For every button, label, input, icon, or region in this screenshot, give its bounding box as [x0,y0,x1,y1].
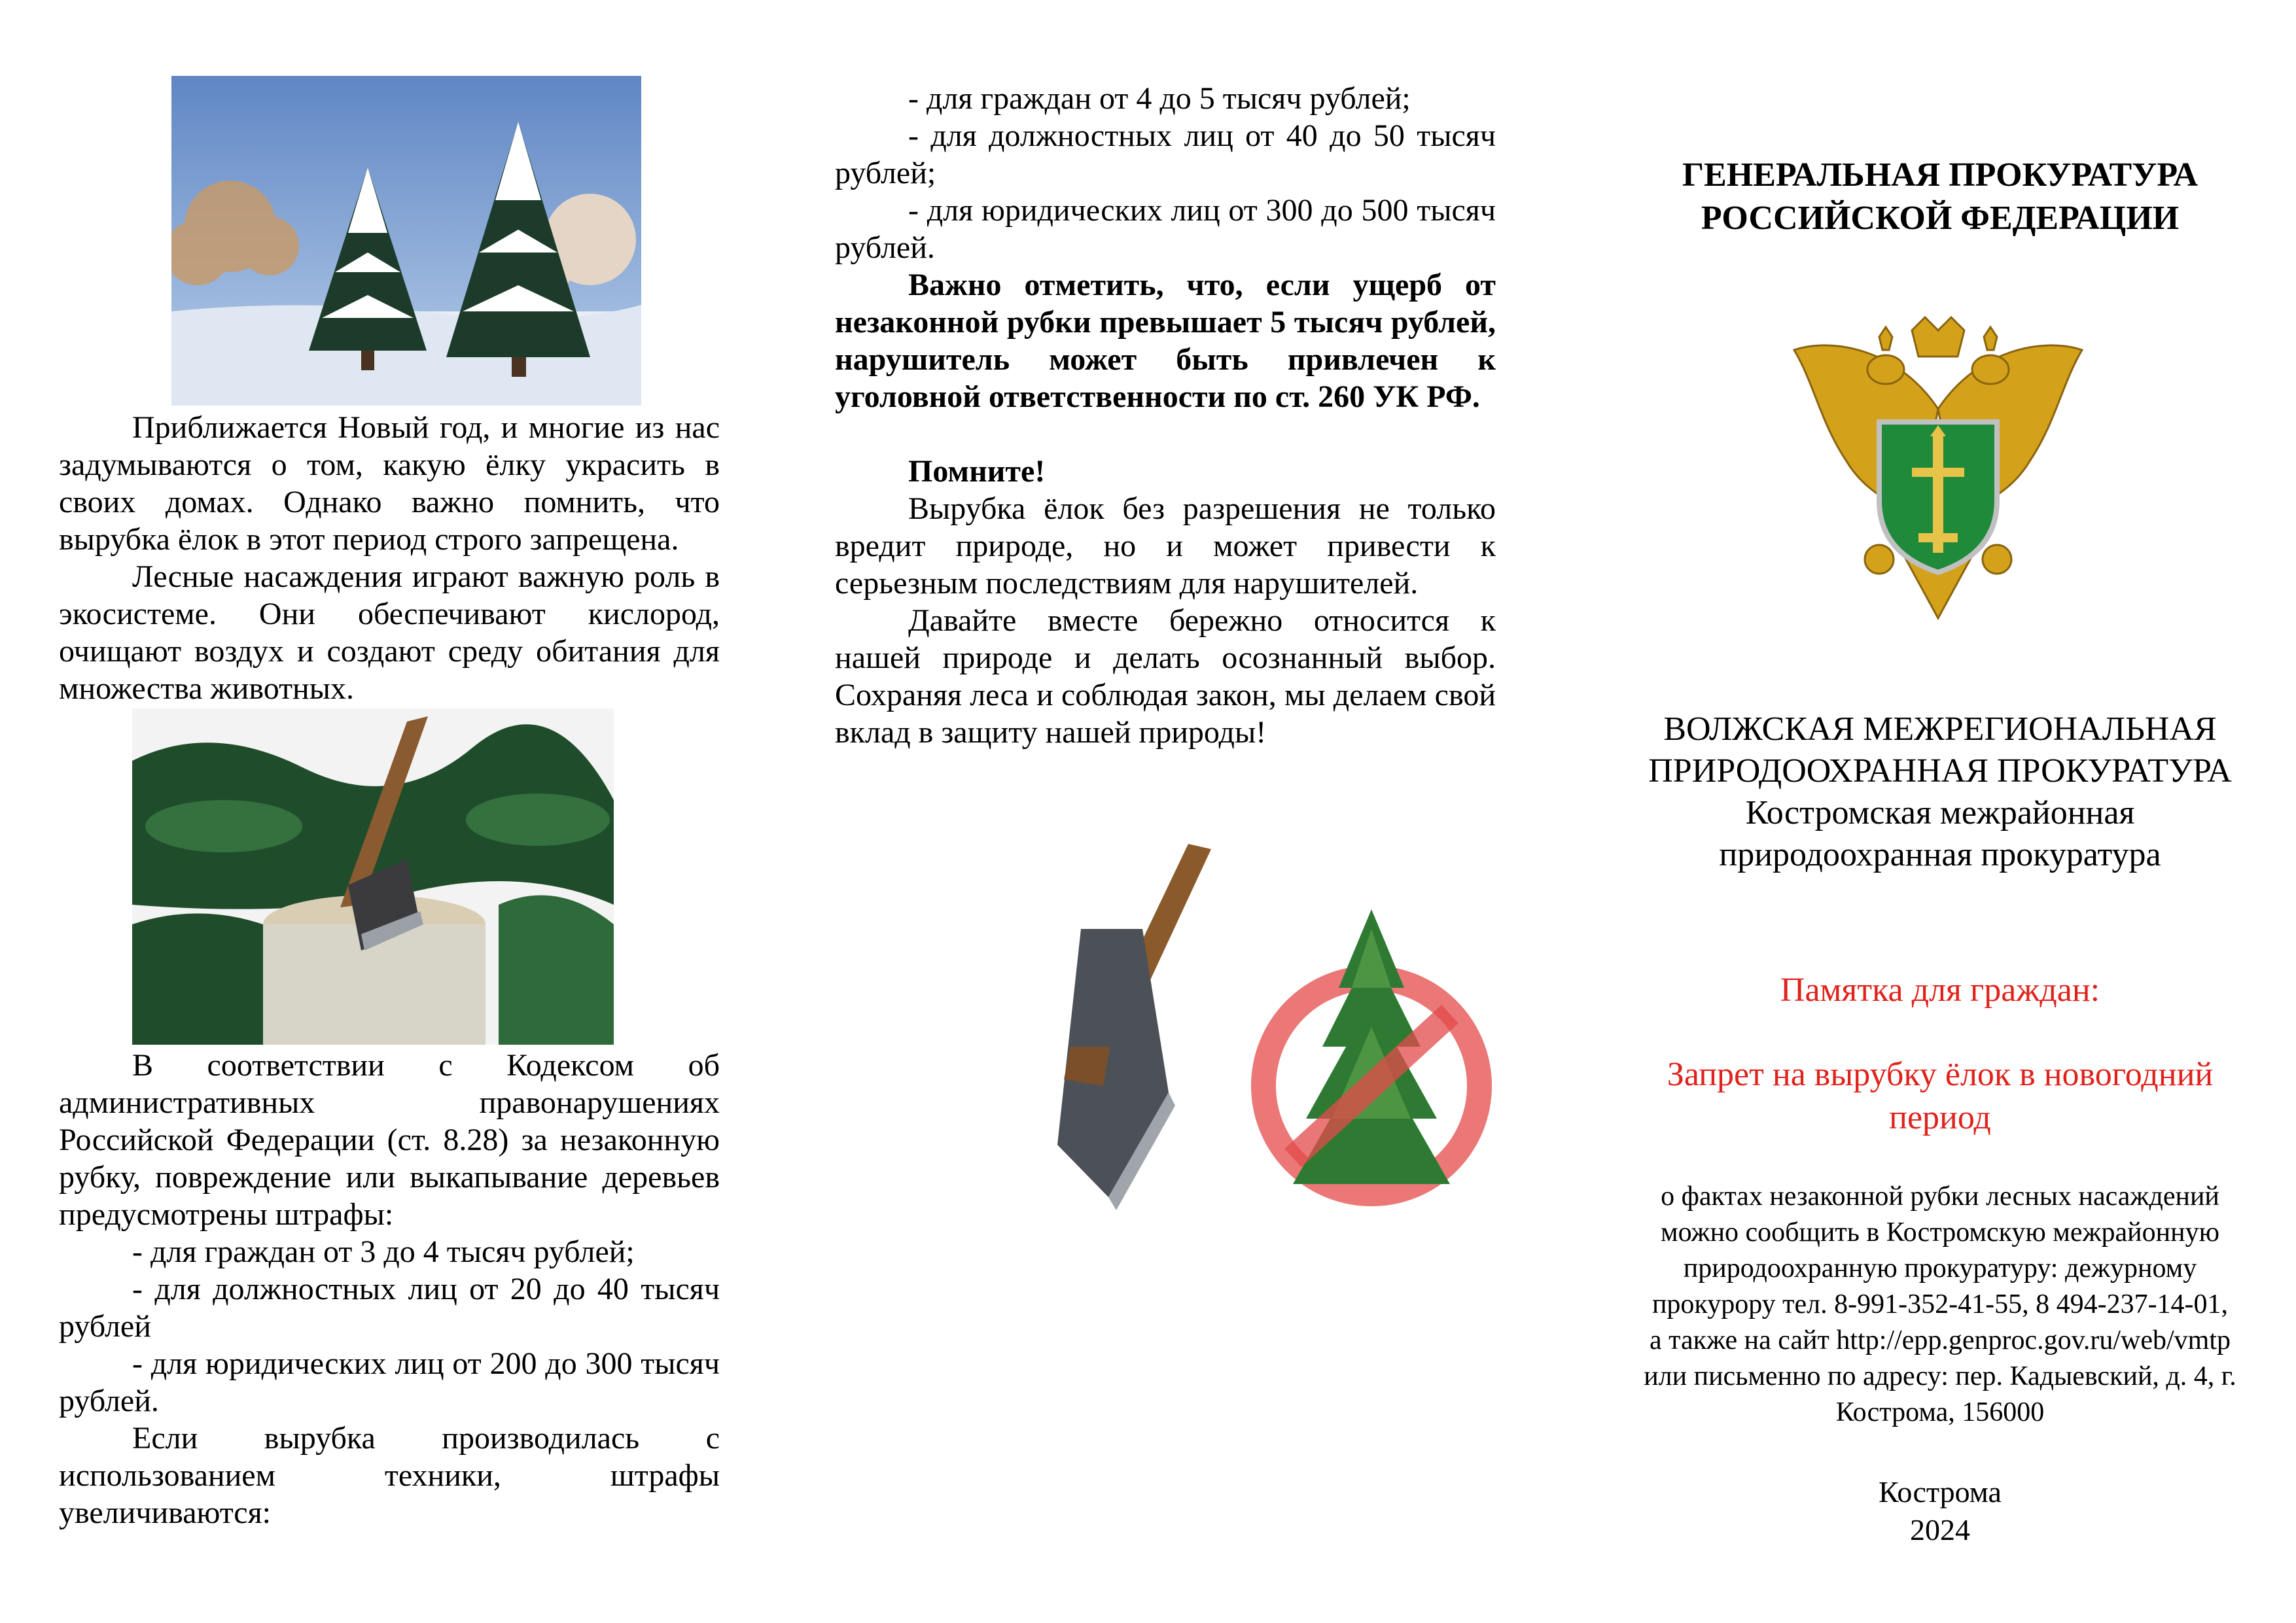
footer-place-year [1610,1473,2270,1549]
gp-title-line-2: РОССИЙСКОЙ ФЕДЕРАЦИИ [1701,200,2180,237]
intro-paragraph-1: Приближается Новый год, и многие из нас задумываются о том, какую ёлку украсить в своих домах. Однако важно помнить, что вырубка ёлок в этот период строго запрещена. [59,410,720,557]
fine-citizens-3-4: - для граждан от 3 до 4 тысяч рублей; [132,1234,635,1269]
general-prosecutor-title [1610,154,2270,240]
memo-title: Памятка для граждан: [1780,971,2100,1009]
memo-subtitle [1610,1053,2270,1140]
fine-citizens-4-5: - для граждан от 4 до 5 тысяч рублей; [908,81,1411,116]
contacts-line-phones: прокурору тел. 8-991-352-41-55, 8 494-237-14-01, [1651,1289,2229,1319]
gp-title-line-1: ГЕНЕРАЛЬНАЯ ПРОКУРАТУРА [1682,156,2199,194]
axe-in-stump-photo [132,708,614,1045]
spacer [835,415,1496,453]
winter-spruce-photo [171,76,641,406]
fine-legal-300-500: - для юридических лиц от 300 до 500 тысяч рублей. [835,193,1496,265]
kostroma-prosecutor-line-2: природоохранная прокуратура [1719,836,2161,873]
axe-and-prohibited-tree-illustration [953,831,1515,1249]
footer-year: 2024 [1910,1513,1970,1546]
memo-subtitle-line-2: период [1889,1099,1991,1136]
vmpp-line-1: ВОЛЖСКАЯ МЕЖРЕГИОНАЛЬНАЯ [1663,710,2217,748]
contacts-line-city: Кострома, 156000 [1835,1397,2045,1427]
left-column [59,0,720,1623]
remember-paragraph-1: Вырубка ёлок без разрешения не только вредит природе, но и может привести к серьезным последствиям для нарушителей. [835,491,1496,601]
criminal-liability-note: Важно отметить, что, если ущерб от незаконной рубки превышает 5 тысяч рублей, нарушитель может быть привлечен к уголовной ответственности по ст. 260 УК РФ. [835,268,1496,414]
kostroma-prosecutor-line-1: Костромская межрайонная [1745,794,2135,831]
contacts-block [1610,1179,2270,1431]
contacts-line: о фактах незаконной рубки лесных насаждений [1661,1181,2219,1212]
fine-officials-20-40: - для должностных лиц от 20 до 40 тысяч рублей [59,1272,720,1344]
footer-city: Кострома [1879,1475,2002,1509]
intro-paragraph-2: Лесные насаждения играют важную роль в экосистеме. Они обеспечивают кислород, очищают воздух и создают среду обитания для множества животных. [59,559,720,706]
contacts-line-address: или письменно по адресу: пер. Кадыевский, д. 4, г. [1644,1361,2236,1391]
vmpp-line-2: ПРИРОДООХРАННАЯ ПРОКУРАТУРА [1648,752,2232,790]
volga-prosecutor-block [1610,708,2270,876]
machinery-note: Если вырубка производилась с использованием техники, штрафы увеличиваются: [59,1421,720,1530]
middle-column [835,0,1496,1623]
contacts-line: природоохранную прокуратуру: дежурному [1683,1253,2197,1283]
prosecutor-eagle-emblem-icon [1781,311,2095,625]
remember-paragraph-2: Давайте вместе бережно относится к нашей природе и делать осознанный выбор. Сохраняя леса и соблюдая закон, мы делаем свой вклад в защиту нашей природы! [835,603,1496,750]
memo-subtitle-line-1: Запрет на вырубку ёлок в новогодний [1667,1056,2214,1093]
fine-officials-40-50: - для должностных лиц от 40 до 50 тысяч рублей; [835,118,1496,190]
fines-intro: В соответствии с Кодексом об административных правонарушениях Российской Федерации (ст. 8.28) за незаконную рубку, повреждение или выкапывание деревьев предусмотрены штрафы: [59,1048,720,1232]
remember-heading: Помните! [908,454,1046,489]
fine-legal-200-300: - для юридических лиц от 200 до 300 тысяч рублей. [59,1346,720,1418]
right-column [1610,0,2270,1623]
contacts-line-website: а также на сайт http://epp.genproc.gov.ru/web/vmtp [1649,1325,2231,1355]
contacts-line: можно сообщить в Костромскую межрайонную [1661,1217,2219,1248]
